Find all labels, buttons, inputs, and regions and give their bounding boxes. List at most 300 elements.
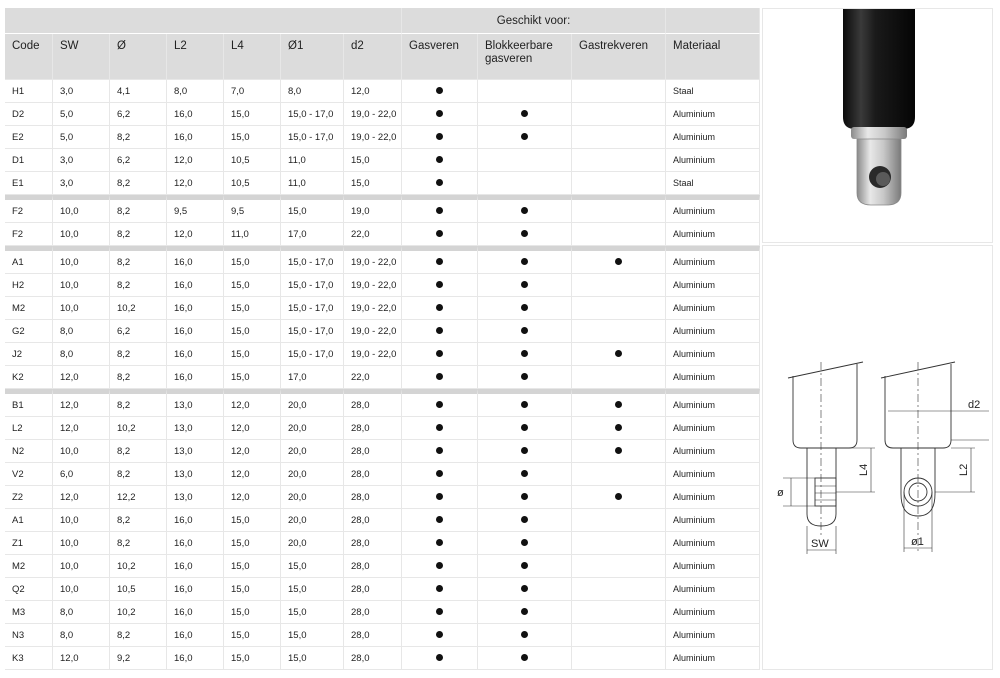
cell-gas xyxy=(402,343,478,366)
group-header-spacer-right xyxy=(666,8,760,34)
cell-dia: 8,2 xyxy=(110,172,167,195)
cell-l2: 13,0 xyxy=(167,440,224,463)
table-row xyxy=(5,509,760,532)
suitable-dot-icon xyxy=(436,258,443,265)
suitable-dot-icon xyxy=(436,493,443,500)
suitable-dot-icon xyxy=(615,493,622,500)
cell-sw: 12,0 xyxy=(53,389,110,417)
table-row xyxy=(5,486,760,509)
group-header-row xyxy=(5,8,760,34)
cell-code: J2 xyxy=(5,343,53,366)
cell-d1: 15,0 xyxy=(281,555,344,578)
cell-sw: 10,0 xyxy=(53,532,110,555)
suitable-dot-icon xyxy=(521,562,528,569)
suitable-dot-icon xyxy=(521,133,528,140)
cell-material: Aluminium xyxy=(666,578,760,601)
cell-l2: 13,0 xyxy=(167,463,224,486)
label-d1: ø1 xyxy=(911,536,924,548)
cell-block xyxy=(478,578,572,601)
table-row xyxy=(5,80,760,103)
table-row xyxy=(5,463,760,486)
cell-material: Aluminium xyxy=(666,223,760,246)
cell-material: Aluminium xyxy=(666,274,760,297)
cell-l4: 15,0 xyxy=(224,126,281,149)
cell-gas xyxy=(402,366,478,389)
cell-gas xyxy=(402,509,478,532)
cell-d1: 15,0 - 17,0 xyxy=(281,246,344,274)
cell-sw: 12,0 xyxy=(53,486,110,509)
cell-material: Aluminium xyxy=(666,149,760,172)
cell-material: Aluminium xyxy=(666,624,760,647)
cell-dia: 8,2 xyxy=(110,624,167,647)
suitable-dot-icon xyxy=(436,470,443,477)
cell-l2: 9,5 xyxy=(167,195,224,223)
cell-sw: 6,0 xyxy=(53,463,110,486)
cell-l4: 12,0 xyxy=(224,440,281,463)
table-row xyxy=(5,440,760,463)
cell-d2: 28,0 xyxy=(344,463,402,486)
cell-material: Aluminium xyxy=(666,555,760,578)
cell-dia: 9,2 xyxy=(110,647,167,670)
cell-block xyxy=(478,601,572,624)
cell-code: L2 xyxy=(5,417,53,440)
cell-l4: 12,0 xyxy=(224,417,281,440)
table-row xyxy=(5,343,760,366)
suitable-dot-icon xyxy=(436,350,443,357)
cell-d2: 19,0 xyxy=(344,195,402,223)
cell-code: F2 xyxy=(5,195,53,223)
cell-l4: 15,0 xyxy=(224,624,281,647)
cell-d2: 28,0 xyxy=(344,417,402,440)
cell-block xyxy=(478,486,572,509)
cell-l4: 15,0 xyxy=(224,366,281,389)
col-header-d2: d2 xyxy=(344,34,402,80)
table-row xyxy=(5,624,760,647)
cell-l4: 12,0 xyxy=(224,463,281,486)
suitable-dot-icon xyxy=(615,424,622,431)
cell-material: Aluminium xyxy=(666,509,760,532)
cell-d2: 28,0 xyxy=(344,578,402,601)
suitable-dot-icon xyxy=(436,87,443,94)
cell-dia: 6,2 xyxy=(110,103,167,126)
cell-l2: 13,0 xyxy=(167,389,224,417)
cell-l2: 13,0 xyxy=(167,417,224,440)
cell-code: D1 xyxy=(5,149,53,172)
cell-d2: 19,0 - 22,0 xyxy=(344,274,402,297)
cell-l4: 15,0 xyxy=(224,532,281,555)
cell-dia: 8,2 xyxy=(110,126,167,149)
cell-trek xyxy=(572,509,666,532)
cell-trek xyxy=(572,172,666,195)
cell-code: M2 xyxy=(5,297,53,320)
suitable-dot-icon xyxy=(521,585,528,592)
cell-l2: 16,0 xyxy=(167,126,224,149)
cell-block xyxy=(478,246,572,274)
cell-d1: 17,0 xyxy=(281,223,344,246)
suitable-dot-icon xyxy=(521,350,528,357)
cell-l2: 12,0 xyxy=(167,223,224,246)
cell-trek xyxy=(572,366,666,389)
cell-l2: 16,0 xyxy=(167,578,224,601)
suitable-dot-icon xyxy=(436,424,443,431)
cell-dia: 8,2 xyxy=(110,223,167,246)
suitable-dot-icon xyxy=(615,258,622,265)
suitable-dot-icon xyxy=(521,608,528,615)
cell-sw: 3,0 xyxy=(53,80,110,103)
suitable-dot-icon xyxy=(521,424,528,431)
cell-code: E1 xyxy=(5,172,53,195)
cell-d1: 15,0 - 17,0 xyxy=(281,126,344,149)
cell-trek xyxy=(572,320,666,343)
suitable-dot-icon xyxy=(436,327,443,334)
cell-block xyxy=(478,366,572,389)
table-row xyxy=(5,389,760,417)
cell-block xyxy=(478,509,572,532)
cell-d1: 20,0 xyxy=(281,417,344,440)
cell-l2: 16,0 xyxy=(167,624,224,647)
cell-material: Aluminium xyxy=(666,417,760,440)
suitable-dot-icon xyxy=(436,401,443,408)
cell-block xyxy=(478,417,572,440)
cell-trek xyxy=(572,223,666,246)
cell-dia: 6,2 xyxy=(110,149,167,172)
suitable-dot-icon xyxy=(436,156,443,163)
group-header-spacer xyxy=(5,8,402,34)
cell-sw: 8,0 xyxy=(53,601,110,624)
cell-trek xyxy=(572,149,666,172)
cell-dia: 8,2 xyxy=(110,440,167,463)
suitable-dot-icon xyxy=(436,281,443,288)
cell-l2: 12,0 xyxy=(167,149,224,172)
cell-l4: 15,0 xyxy=(224,103,281,126)
suitable-dot-icon xyxy=(521,631,528,638)
cell-dia: 12,2 xyxy=(110,486,167,509)
cell-block xyxy=(478,647,572,670)
cell-code: F2 xyxy=(5,223,53,246)
cell-d2: 28,0 xyxy=(344,601,402,624)
suitable-dot-icon xyxy=(436,585,443,592)
cell-d1: 15,0 xyxy=(281,647,344,670)
cell-code: V2 xyxy=(5,463,53,486)
table-row xyxy=(5,532,760,555)
cell-block xyxy=(478,555,572,578)
cell-dia: 10,5 xyxy=(110,578,167,601)
cell-block xyxy=(478,274,572,297)
cell-sw: 8,0 xyxy=(53,320,110,343)
cell-gas xyxy=(402,532,478,555)
cell-l4: 10,5 xyxy=(224,149,281,172)
cell-block xyxy=(478,440,572,463)
cell-block xyxy=(478,80,572,103)
cell-d1: 20,0 xyxy=(281,486,344,509)
suitable-dot-icon xyxy=(615,401,622,408)
cell-gas xyxy=(402,223,478,246)
suitable-dot-icon xyxy=(436,516,443,523)
cell-dia: 10,2 xyxy=(110,297,167,320)
cell-gas xyxy=(402,172,478,195)
cell-code: K3 xyxy=(5,647,53,670)
cell-block xyxy=(478,463,572,486)
cell-trek xyxy=(572,555,666,578)
cell-gas xyxy=(402,555,478,578)
cell-d1: 15,0 xyxy=(281,578,344,601)
cell-sw: 3,0 xyxy=(53,172,110,195)
cell-gas xyxy=(402,297,478,320)
cell-gas xyxy=(402,486,478,509)
cell-l2: 16,0 xyxy=(167,274,224,297)
cell-l4: 11,0 xyxy=(224,223,281,246)
cell-block xyxy=(478,343,572,366)
cell-l4: 15,0 xyxy=(224,509,281,532)
cell-gas xyxy=(402,149,478,172)
cell-trek xyxy=(572,463,666,486)
cell-l4: 15,0 xyxy=(224,601,281,624)
cell-sw: 12,0 xyxy=(53,647,110,670)
cell-gas xyxy=(402,274,478,297)
cell-trek xyxy=(572,195,666,223)
cell-d2: 28,0 xyxy=(344,555,402,578)
cell-d1: 11,0 xyxy=(281,172,344,195)
suitable-dot-icon xyxy=(521,207,528,214)
cell-block xyxy=(478,532,572,555)
cell-dia: 8,2 xyxy=(110,463,167,486)
cell-sw: 5,0 xyxy=(53,103,110,126)
cell-l4: 12,0 xyxy=(224,389,281,417)
suitable-dot-icon xyxy=(436,654,443,661)
cell-l2: 16,0 xyxy=(167,601,224,624)
cell-sw: 5,0 xyxy=(53,126,110,149)
cell-sw: 10,0 xyxy=(53,297,110,320)
cell-material: Aluminium xyxy=(666,320,760,343)
label-l4: L4 xyxy=(858,463,870,476)
label-d2: d2 xyxy=(968,399,981,411)
cell-sw: 12,0 xyxy=(53,366,110,389)
suitable-dot-icon xyxy=(436,539,443,546)
cell-sw: 10,0 xyxy=(53,440,110,463)
table-row xyxy=(5,647,760,670)
cell-trek xyxy=(572,624,666,647)
cell-dia: 8,2 xyxy=(110,509,167,532)
col-header-blokkeerbare: Blokkeerbare gasveren xyxy=(478,34,572,80)
cell-gas xyxy=(402,320,478,343)
cell-d1: 20,0 xyxy=(281,532,344,555)
cell-dia: 8,2 xyxy=(110,389,167,417)
cell-l2: 16,0 xyxy=(167,246,224,274)
cell-l2: 13,0 xyxy=(167,486,224,509)
cell-trek xyxy=(572,647,666,670)
cell-code: Z1 xyxy=(5,532,53,555)
table-row xyxy=(5,555,760,578)
cell-d1: 11,0 xyxy=(281,149,344,172)
cell-d1: 15,0 - 17,0 xyxy=(281,103,344,126)
cell-sw: 10,0 xyxy=(53,555,110,578)
suitable-dot-icon xyxy=(521,447,528,454)
suitable-dot-icon xyxy=(521,258,528,265)
cell-d2: 22,0 xyxy=(344,223,402,246)
cell-l2: 8,0 xyxy=(167,80,224,103)
cell-l4: 9,5 xyxy=(224,195,281,223)
cell-gas xyxy=(402,126,478,149)
cell-gas xyxy=(402,389,478,417)
col-header-gastrekveren: Gastrekveren xyxy=(572,34,666,80)
table-row xyxy=(5,103,760,126)
cell-trek xyxy=(572,103,666,126)
cell-d1: 15,0 - 17,0 xyxy=(281,320,344,343)
cell-d1: 20,0 xyxy=(281,463,344,486)
col-header-l4: L4 xyxy=(224,34,281,80)
cell-dia: 8,2 xyxy=(110,343,167,366)
cell-gas xyxy=(402,80,478,103)
cell-trek xyxy=(572,486,666,509)
cell-dia: 8,2 xyxy=(110,246,167,274)
cell-d2: 19,0 - 22,0 xyxy=(344,320,402,343)
label-l2: L2 xyxy=(958,463,970,476)
cell-d2: 12,0 xyxy=(344,80,402,103)
suitable-dot-icon xyxy=(521,539,528,546)
eye-end-photo xyxy=(763,9,993,243)
cell-material: Aluminium xyxy=(666,647,760,670)
cell-material: Aluminium xyxy=(666,103,760,126)
cell-block xyxy=(478,624,572,647)
cell-gas xyxy=(402,601,478,624)
cell-l4: 15,0 xyxy=(224,274,281,297)
cell-l2: 16,0 xyxy=(167,366,224,389)
cell-d1: 20,0 xyxy=(281,389,344,417)
cell-d2: 15,0 xyxy=(344,149,402,172)
cell-l4: 7,0 xyxy=(224,80,281,103)
cell-material: Aluminium xyxy=(666,389,760,417)
suitable-dot-icon xyxy=(436,133,443,140)
cell-l4: 12,0 xyxy=(224,486,281,509)
cell-trek xyxy=(572,532,666,555)
suitable-dot-icon xyxy=(521,230,528,237)
cell-l4: 15,0 xyxy=(224,647,281,670)
suitable-dot-icon xyxy=(436,179,443,186)
cell-dia: 8,2 xyxy=(110,366,167,389)
suitable-dot-icon xyxy=(436,304,443,311)
cell-block xyxy=(478,297,572,320)
cell-d2: 22,0 xyxy=(344,366,402,389)
cell-material: Aluminium xyxy=(666,486,760,509)
table-row xyxy=(5,417,760,440)
cell-code: N2 xyxy=(5,440,53,463)
cell-code: D2 xyxy=(5,103,53,126)
suitable-dot-icon xyxy=(521,327,528,334)
cell-l2: 16,0 xyxy=(167,343,224,366)
cell-block xyxy=(478,126,572,149)
cell-trek xyxy=(572,297,666,320)
table-row xyxy=(5,126,760,149)
col-header-gasveren: Gasveren xyxy=(402,34,478,80)
cell-trek xyxy=(572,274,666,297)
cell-trek xyxy=(572,417,666,440)
cell-code: Q2 xyxy=(5,578,53,601)
cell-dia: 6,2 xyxy=(110,320,167,343)
cell-trek xyxy=(572,601,666,624)
table-body xyxy=(5,80,760,670)
cell-material: Aluminium xyxy=(666,126,760,149)
cell-gas xyxy=(402,103,478,126)
cell-material: Staal xyxy=(666,172,760,195)
suitable-dot-icon xyxy=(436,230,443,237)
cell-l2: 16,0 xyxy=(167,647,224,670)
suitable-dot-icon xyxy=(521,654,528,661)
cell-code: H2 xyxy=(5,274,53,297)
cell-block xyxy=(478,103,572,126)
col-header-l2: L2 xyxy=(167,34,224,80)
cell-material: Aluminium xyxy=(666,343,760,366)
cell-sw: 10,0 xyxy=(53,246,110,274)
cell-l2: 16,0 xyxy=(167,509,224,532)
cell-l4: 15,0 xyxy=(224,555,281,578)
cell-l4: 15,0 xyxy=(224,297,281,320)
cell-sw: 10,0 xyxy=(53,195,110,223)
cell-d2: 28,0 xyxy=(344,647,402,670)
suitable-dot-icon xyxy=(615,447,622,454)
cell-code: B1 xyxy=(5,389,53,417)
technical-drawing-panel xyxy=(762,245,993,670)
cell-gas xyxy=(402,440,478,463)
cell-trek xyxy=(572,440,666,463)
cell-trek xyxy=(572,246,666,274)
cell-trek xyxy=(572,343,666,366)
suitable-for-header: Geschikt voor: xyxy=(402,8,666,34)
suitable-dot-icon xyxy=(521,373,528,380)
suitable-dot-icon xyxy=(521,401,528,408)
suitable-dot-icon xyxy=(521,281,528,288)
cell-l4: 15,0 xyxy=(224,343,281,366)
cell-sw: 8,0 xyxy=(53,343,110,366)
cell-material: Aluminium xyxy=(666,297,760,320)
cell-code: G2 xyxy=(5,320,53,343)
col-header-d1: Ø1 xyxy=(281,34,344,80)
suitable-dot-icon xyxy=(436,110,443,117)
cell-l2: 12,0 xyxy=(167,172,224,195)
label-diameter: ø xyxy=(777,487,784,499)
cell-dia: 10,2 xyxy=(110,601,167,624)
cell-dia: 10,2 xyxy=(110,555,167,578)
table-row xyxy=(5,578,760,601)
cell-sw: 8,0 xyxy=(53,624,110,647)
cell-d2: 19,0 - 22,0 xyxy=(344,297,402,320)
suitable-dot-icon xyxy=(521,516,528,523)
cell-l2: 16,0 xyxy=(167,555,224,578)
table-row xyxy=(5,366,760,389)
cell-trek xyxy=(572,80,666,103)
table-row xyxy=(5,601,760,624)
label-sw: SW xyxy=(811,538,829,550)
suitable-dot-icon xyxy=(521,470,528,477)
cell-sw: 3,0 xyxy=(53,149,110,172)
suitable-dot-icon xyxy=(436,207,443,214)
cell-dia: 8,2 xyxy=(110,195,167,223)
table-row xyxy=(5,274,760,297)
cell-sw: 10,0 xyxy=(53,274,110,297)
cell-material: Aluminium xyxy=(666,601,760,624)
cell-l4: 15,0 xyxy=(224,578,281,601)
cell-gas xyxy=(402,463,478,486)
col-header-sw: SW xyxy=(53,34,110,80)
cell-d2: 19,0 - 22,0 xyxy=(344,246,402,274)
table-row xyxy=(5,246,760,274)
table-row xyxy=(5,320,760,343)
suitable-dot-icon xyxy=(436,631,443,638)
suitable-dot-icon xyxy=(521,304,528,311)
cell-block xyxy=(478,389,572,417)
col-header-materiaal: Materiaal xyxy=(666,34,760,80)
cell-sw: 10,0 xyxy=(53,578,110,601)
cell-block xyxy=(478,172,572,195)
